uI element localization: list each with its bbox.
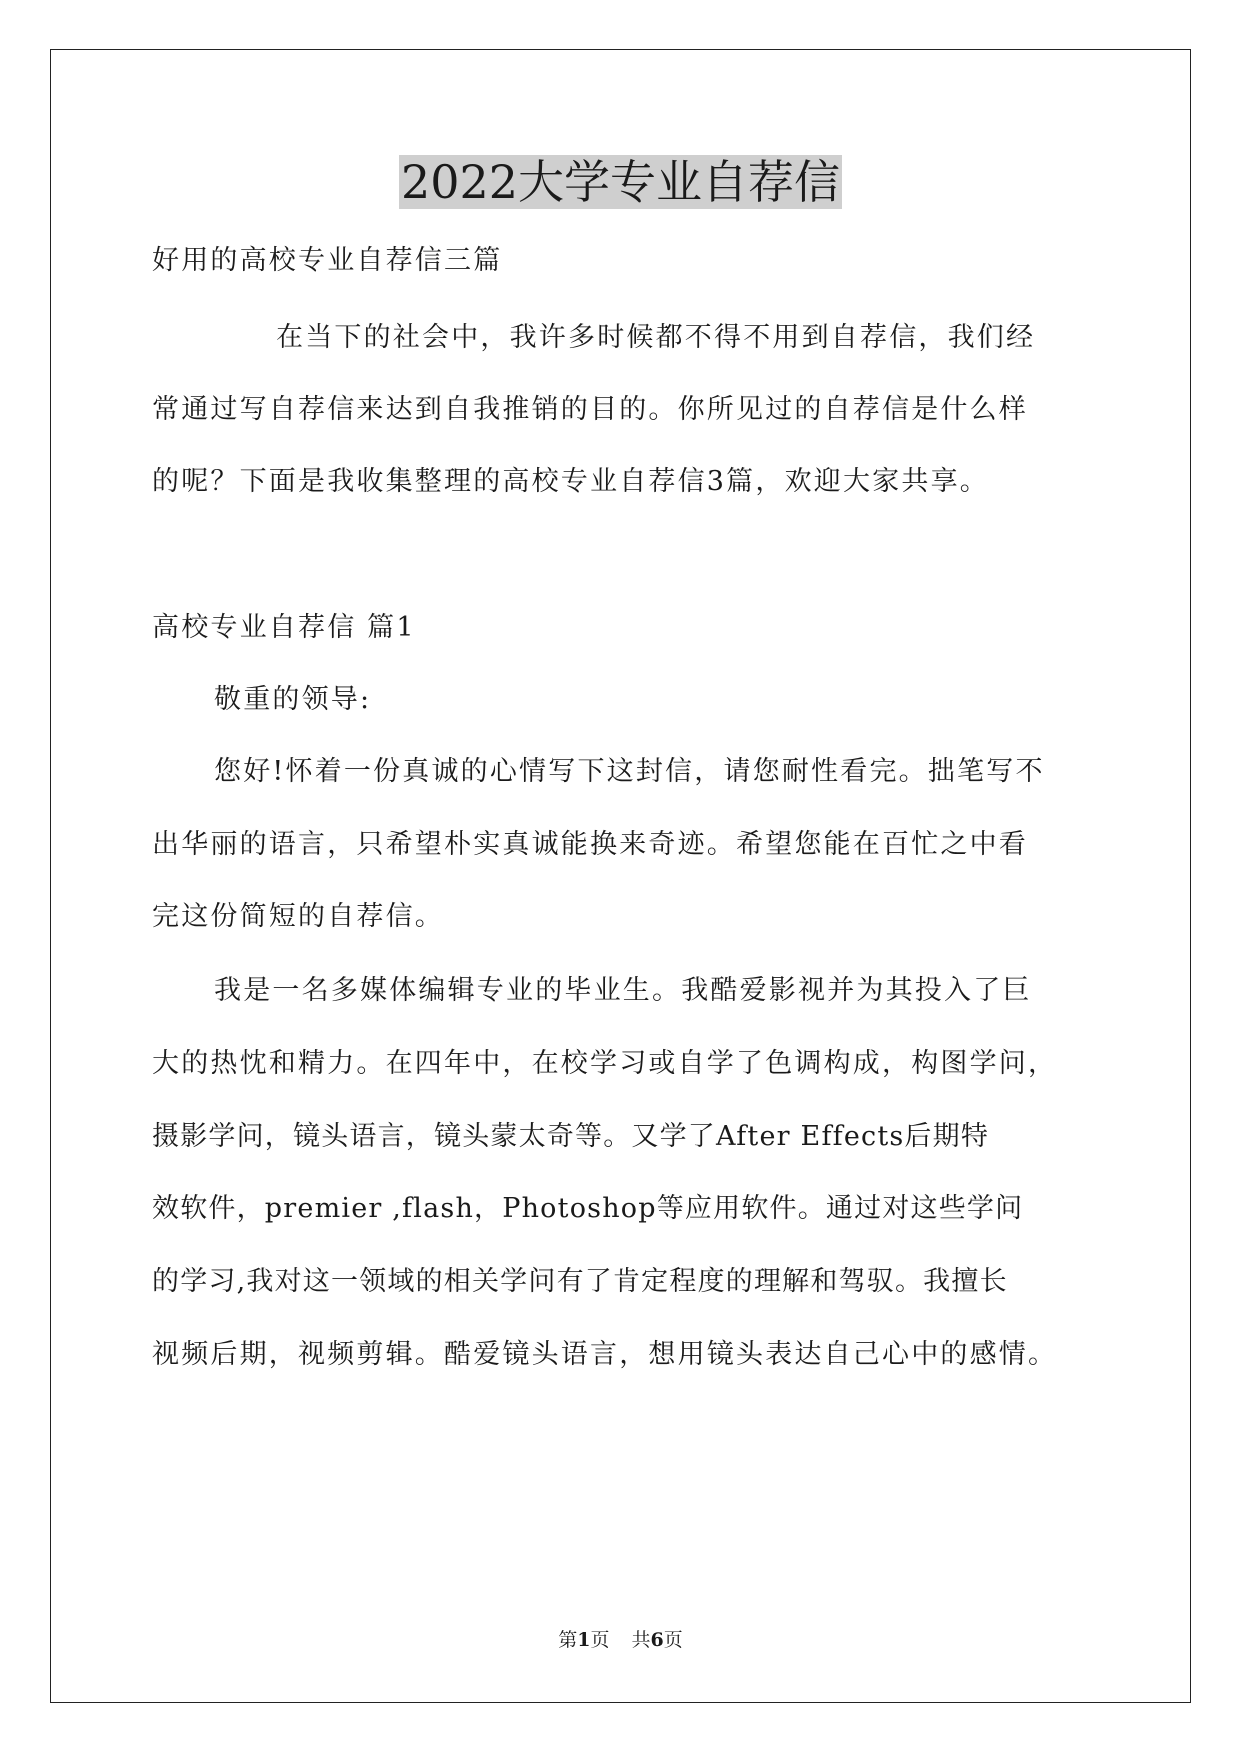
footer-total-suffix: 页 bbox=[663, 1629, 683, 1651]
paragraph2-line-4: 效软件，premier ,flash，Photoshop等应用软件。通过对这些学问 bbox=[152, 1193, 1024, 1224]
paragraph2-line-5: 的学习,我对这一领域的相关学问有了肯定程度的理解和驾驭。我擅长 bbox=[152, 1266, 1008, 1297]
document-subtitle: 好用的高校专业自荐信三篇 bbox=[152, 245, 503, 276]
document-title-text: 2022大学专业自荐信 bbox=[400, 155, 841, 209]
intro-line-2: 常通过写自荐信来达到自我推销的目的。你所见过的自荐信是什么样 bbox=[152, 394, 1028, 425]
footer-total-prefix: 共 bbox=[631, 1629, 651, 1651]
footer-page-prefix: 第 bbox=[558, 1629, 578, 1651]
footer-page-suffix: 页 bbox=[590, 1629, 610, 1651]
paragraph1-line-2: 出华丽的语言，只希望朴实真诚能换来奇迹。希望您能在百忙之中看 bbox=[152, 829, 1028, 860]
paragraph2-line-3: 摄影学问，镜头语言，镜头蒙太奇等。又学了After Effects后期特 bbox=[152, 1121, 990, 1152]
paragraph1-line-3: 完这份简短的自荐信。 bbox=[152, 901, 444, 932]
paragraph1-line-1: 您好!怀着一份真诚的心情写下这封信，请您耐性看完。拙笔写不 bbox=[214, 756, 1045, 787]
document-title bbox=[0, 152, 1241, 212]
section-heading: 高校专业自荐信 篇1 bbox=[152, 612, 416, 643]
paragraph2-line-1: 我是一名多媒体编辑专业的毕业生。我酷爱影视并为其投入了巨 bbox=[214, 975, 1032, 1006]
page-border bbox=[50, 49, 1191, 1703]
intro-line-1: 在当下的社会中，我许多时候都不得不用到自荐信，我们经 bbox=[276, 322, 1036, 353]
salutation: 敬重的领导: bbox=[214, 684, 372, 715]
paragraph2-line-6: 视频后期，视频剪辑。酷爱镜头语言，想用镜头表达自己心中的感情。 bbox=[152, 1339, 1058, 1370]
paragraph2-line-2: 大的热忱和精力。在四年中，在校学习或自学了色调构成，构图学问， bbox=[152, 1048, 1058, 1079]
footer-page-number: 1 bbox=[577, 1629, 591, 1651]
intro-line-3: 的呢？下面是我收集整理的高校专业自荐信3篇，欢迎大家共享。 bbox=[152, 466, 989, 497]
page-footer bbox=[0, 1627, 1241, 1653]
footer-total-pages: 6 bbox=[650, 1629, 664, 1651]
